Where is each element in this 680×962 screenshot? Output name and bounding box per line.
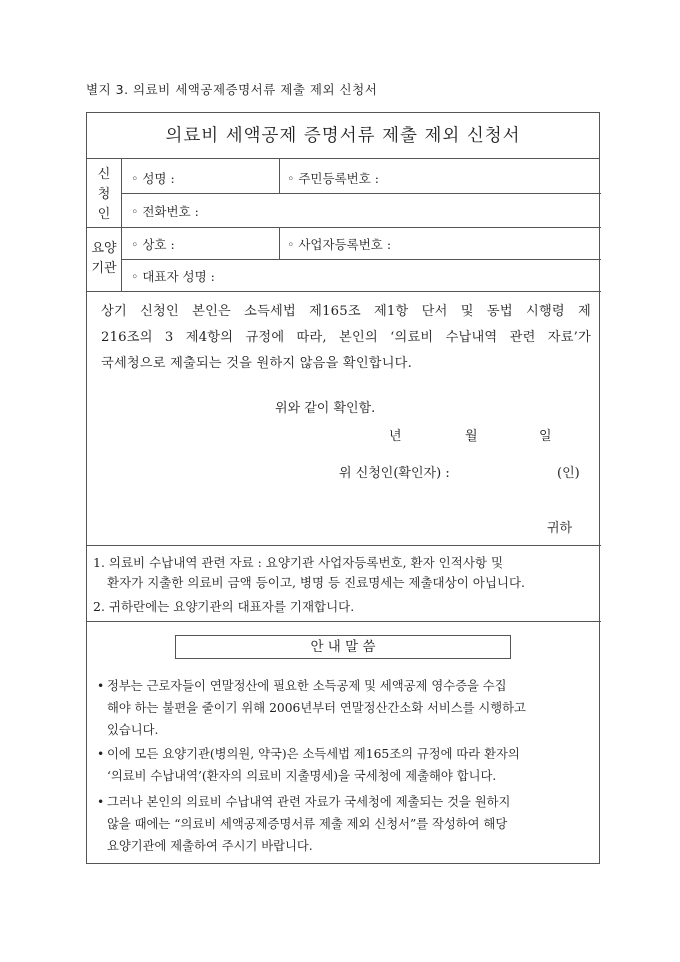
row-divider (121, 193, 601, 194)
statement-line: 상기 신청인 본인은 소득세법 제165조 제1항 단서 및 동법 시행령 제 (101, 304, 591, 319)
guide-title: 안 내 말 씀 (175, 635, 511, 659)
section-divider (87, 227, 601, 228)
label-line: 기관 (91, 261, 117, 276)
section-divider (87, 621, 601, 622)
column-divider (279, 227, 280, 259)
date-year[interactable]: 년 (389, 429, 402, 444)
guide-item (97, 791, 593, 857)
guide-line: 그러나 본인의 의료비 수납내역 관련 자료가 국세청에 제출되는 것을 원하지 (107, 795, 511, 809)
statement-line: 국세청으로 제출되는 것을 원하지 않음을 확인합니다. (101, 356, 413, 371)
guide-line: 해야 하는 불편을 줄이기 위해 2006년부터 연말정산간소화 서비스를 시행하고 (107, 701, 526, 715)
row-divider (121, 259, 601, 260)
seal-label: (인) (557, 466, 580, 481)
label-line: 인 (97, 207, 111, 222)
statement-body (101, 299, 591, 377)
label-column-divider (121, 159, 122, 291)
guide-text (107, 743, 593, 787)
applicant-section-label (87, 165, 121, 225)
note-line: 2. 귀하란에는 요양기관의 대표자를 기재합니다. (93, 599, 355, 614)
column-divider (279, 159, 280, 193)
guide-line: 있습니다. (107, 723, 159, 737)
name-field[interactable]: ◦ 성명 : (131, 171, 175, 186)
application-form (86, 112, 600, 864)
business-number-field[interactable]: ◦ 사업자등록번호 : (287, 237, 392, 252)
guide-line: 이에 모든 요양기관(병의원, 약국)은 소득세법 제165조의 규정에 따라 환자의 (107, 747, 520, 761)
note-line: 1. 의료비 수납내역 관련 자료 : 요양기관 사업자등록번호, 환자 인적사항 및 (93, 555, 504, 570)
guide-text (107, 675, 593, 741)
label-line: 요양 (91, 241, 117, 256)
bullet-icon: • (97, 679, 105, 693)
signature-label: 위 신청인(확인자) : (339, 466, 450, 481)
section-divider (87, 291, 601, 292)
guide-line: ‘의료비 수납내역’(환자의 의료비 지출명세)을 국세청에 제출해야 합니다. (107, 769, 497, 783)
resident-number-field[interactable]: ◦ 주민등록번호 : (287, 171, 379, 186)
phone-field[interactable]: ◦ 전화번호 : (131, 204, 199, 219)
representative-field[interactable]: ◦ 대표자 성명 : (131, 269, 215, 284)
note-item (93, 553, 525, 593)
guide-text (107, 791, 593, 857)
date-month[interactable]: 월 (465, 429, 478, 444)
trade-name-field[interactable]: ◦ 상호 : (131, 237, 175, 252)
note-item (93, 597, 354, 617)
addressee: 귀하 (547, 521, 573, 536)
bullet-icon: • (97, 747, 105, 761)
note-line: 환자가 지출한 의료비 금액 등이고, 병명 등 진료명세는 제출대상이 아닙니다. (107, 575, 526, 590)
label-line: 신 (97, 167, 111, 182)
institution-section-label (87, 239, 121, 279)
label-line: 청 (97, 187, 111, 202)
statement-line: 216조의 3 제4항의 규정에 따라, 본인의 ‘의료비 수납내역 관련 자료’가 (101, 330, 591, 345)
confirm-text: 위와 같이 확인함. (275, 401, 376, 416)
guide-line: 정부는 근로자들이 연말정산에 필요한 소득공제 및 세액공제 영수증을 수집 (107, 679, 507, 693)
bullet-icon: • (97, 795, 105, 809)
form-title: 의료비 세액공제 증명서류 제출 제외 신청서 (87, 113, 599, 159)
date-day[interactable]: 일 (539, 429, 552, 444)
section-divider (87, 545, 601, 546)
guide-line: 않을 때에는 “의료비 세액공제증명서류 제출 제외 신청서”를 작성하여 해당 (107, 817, 508, 831)
guide-item (97, 675, 593, 741)
guide-line: 요양기관에 제출하여 주시기 바랍니다. (107, 839, 313, 853)
guide-item (97, 743, 593, 787)
document-label: 별지 3. 의료비 세액공제증명서류 제출 제외 신청서 (86, 82, 378, 97)
